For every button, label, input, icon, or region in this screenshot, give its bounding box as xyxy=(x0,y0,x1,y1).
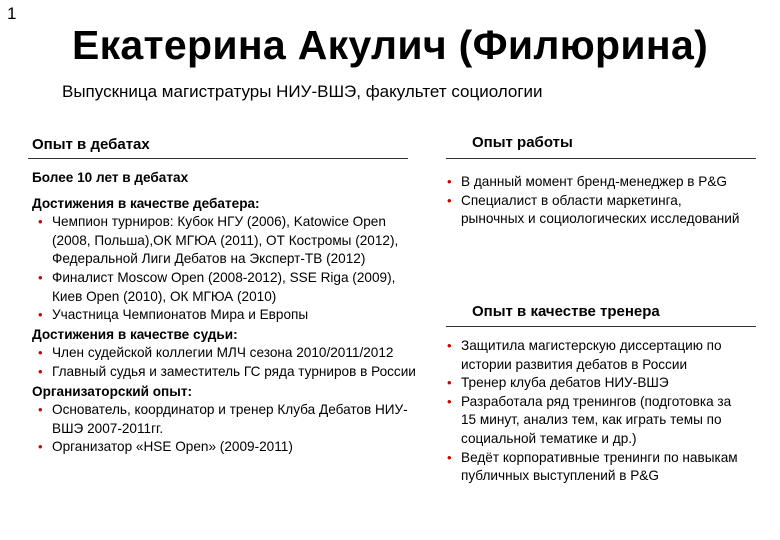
list-item: • Финалист Moscow Open (2008-2012), SSE Riga (2009), Киев Open (2010), ОК МГЮА (2010) xyxy=(32,269,424,306)
work-divider xyxy=(446,158,756,159)
coach-divider xyxy=(446,326,756,327)
debater-achievements-title: Достижения в качестве дебатера: xyxy=(32,195,260,211)
debate-divider xyxy=(28,158,408,159)
list-item: • В данный момент бренд-менеджер в P&G xyxy=(441,173,741,192)
organizer-title: Организаторский опыт: xyxy=(32,383,193,399)
work-section xyxy=(441,173,741,229)
list-item: • Чемпион турниров: Кубок НГУ (2006), Katowice Open (2008, Польша),ОК МГЮА (2011), ОТ Костромы (2012), Федеральной Лиги Дебатов на Эксперт-ТВ (2012) xyxy=(32,213,424,269)
debate-heading: Опыт в дебатах xyxy=(32,136,150,153)
work-list xyxy=(441,173,741,229)
list-item: • Ведёт корпоративные тренинги по навыкам публичных выступлений в P&G xyxy=(441,449,746,486)
list-item: • Специалист в области маркетинга, рыночных и социологических исследований xyxy=(441,192,741,229)
judge-achievements-title: Достижения в качестве судьи: xyxy=(32,326,238,342)
debate-section xyxy=(32,169,424,457)
list-item: • Главный судья и заместитель ГС ряда турниров в России xyxy=(32,363,424,382)
judge-achievements-list xyxy=(32,344,424,381)
work-heading: Опыт работы xyxy=(472,134,573,151)
coach-list xyxy=(441,337,746,486)
page-title: Екатерина Акулич (Филюрина) xyxy=(71,22,709,68)
page-number: 1 xyxy=(7,4,17,23)
coach-heading: Опыт в качестве тренера xyxy=(472,303,660,320)
coach-section xyxy=(441,337,746,486)
organizer-list xyxy=(32,401,424,457)
list-item: • Участница Чемпионатов Мира и Европы xyxy=(32,306,424,325)
list-item: • Член судейской коллегии МЛЧ сезона 2010/2011/2012 xyxy=(32,344,424,363)
list-item: • Разработала ряд тренингов (подготовка за 15 минут, анализ тем, как играть темы по социальной тематике и др.) xyxy=(441,393,746,449)
list-item: • Тренер клуба дебатов НИУ-ВШЭ xyxy=(441,374,746,393)
list-item: • Организатор «HSE Open» (2009-2011) xyxy=(32,438,424,457)
debater-achievements-list xyxy=(32,213,424,325)
debate-intro: Более 10 лет в дебатах xyxy=(32,170,189,185)
list-item: • Защитила магистерскую диссертацию по истории развития дебатов в России xyxy=(441,337,746,374)
page-subtitle: Выпускница магистратуры НИУ-ВШЭ, факультет социологии xyxy=(62,82,543,101)
list-item: • Основатель, координатор и тренер Клуба Дебатов НИУ-ВШЭ 2007-2011гг. xyxy=(32,401,424,438)
